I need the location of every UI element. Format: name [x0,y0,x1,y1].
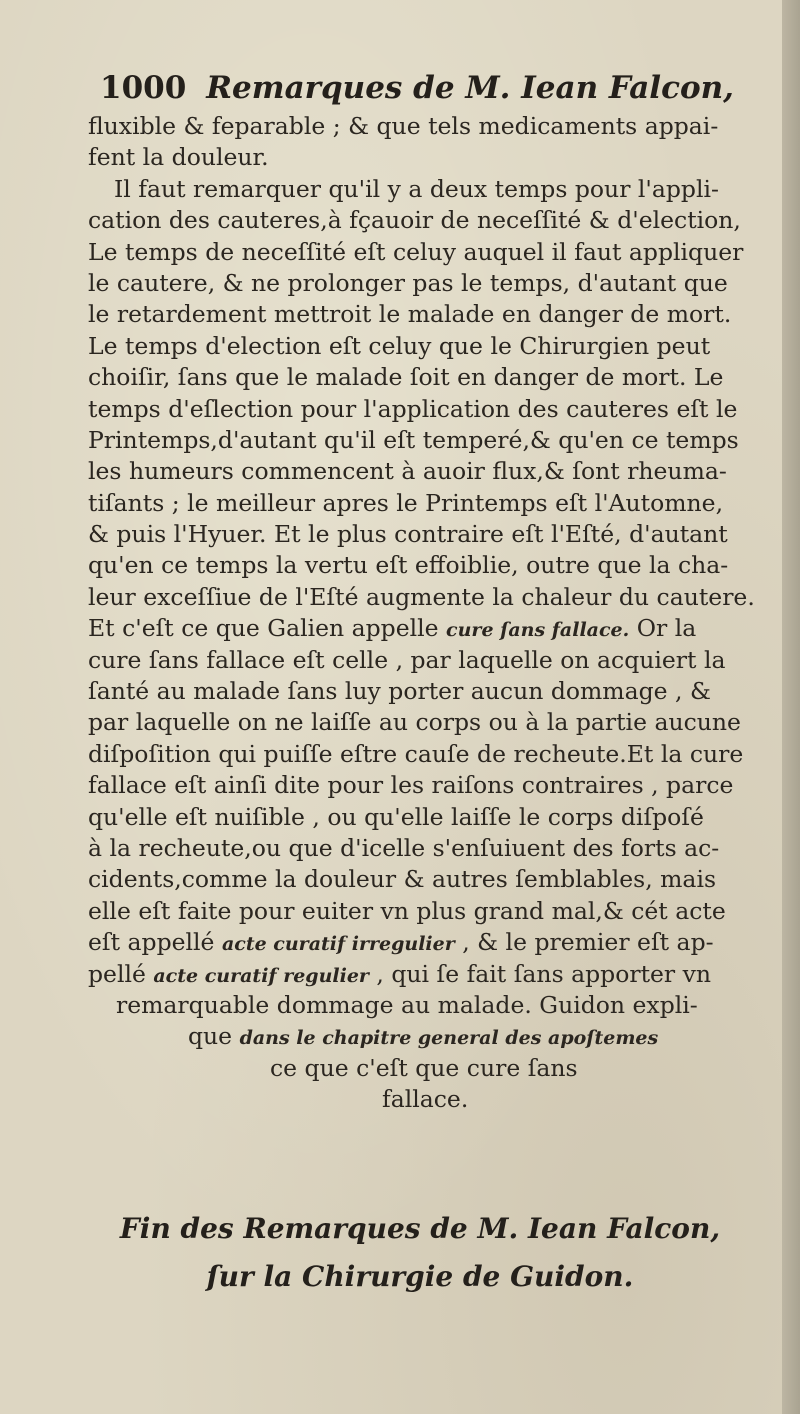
text-span: que [188,1022,240,1051]
text-line: Le temps d'election eſt celuy que le Chirurgien peut [88,331,711,360]
text-line: ce que c'eſt que cure ſans [270,1053,578,1082]
colophon-line: ſur la Chirurgie de Guidon. [206,1260,634,1293]
colophon-line: Fin des Remarques de M. Iean Falcon, [119,1212,721,1245]
text-line: les humeurs commencent à auoir flux,& ſont rheuma- [88,457,727,486]
body-text [88,111,768,1116]
italic-term: cure ſans fallace. [446,619,630,642]
text-line: le retardement mettroit le malade en danger de mort. [88,300,732,329]
text-line: temps d'eſlection pour l'application des cauteres eſt le [88,394,738,423]
text-span: Or la [629,614,697,643]
text-line: & puis l'Hyuer. Et le plus contraire eſt l'Eſté, d'autant [88,520,728,549]
text-line [88,1021,768,1052]
text-line: fallace. [382,1085,469,1114]
book-gutter [782,0,800,1414]
running-header [100,70,734,114]
text-line: par laquelle on ne laiſſe au corps ou à la partie aucune [88,708,741,737]
text-line: tiſants ; le meilleur apres le Printemps eſt l'Automne, [88,488,724,517]
italic-term: acte curatif irregulier [221,933,455,956]
text-line [88,613,768,644]
text-line: ſanté au malade ſans luy porter aucun dommage , & [88,677,711,706]
text-span: eſt appellé [88,928,222,957]
text-line: cure ſans fallace eſt celle , par laquelle on acquiert la [88,645,726,674]
colophon [100,1205,740,1301]
text-line: elle eſt faite pour euiter vn plus grand mal,& cét acte [88,896,726,925]
text-line: le cautere, & ne prolonger pas le temps, d'autant que [88,268,728,297]
text-line [88,927,768,958]
text-line: Le temps de neceſſité eſt celuy auquel il faut appliquer [88,237,744,266]
text-line: diſpoſition qui puiſſe eſtre cauſe de recheute.Et la cure [88,739,744,768]
page-number: 1000 [100,70,187,106]
text-span: Et c'eſt ce que Galien appelle [88,614,447,643]
running-title: Remarques de M. Iean Falcon, [206,70,734,106]
text-line: leur exceſſiue de l'Eſté augmente la chaleur du cautere. [88,582,755,611]
text-line: choiſir, ſans que le malade ſoit en danger de mort. Le [88,363,724,392]
text-line [88,959,768,990]
italic-term: acte curatif regulier [153,964,369,987]
text-line: Printemps,d'autant qu'il eſt temperé,& qu'en ce temps [88,425,739,454]
text-span: pellé [88,959,154,988]
text-line: fallace eſt ainſi dite pour les raiſons contraires , parce [88,771,734,800]
text-line: fent la douleur. [88,143,269,172]
text-line: qu'en ce temps la vertu eſt effoiblie, outre que la cha- [88,551,729,580]
text-line: cidents,comme la douleur & autres ſemblables, mais [88,865,717,894]
text-span: , qui ſe fait ſans apporter vn [368,959,712,988]
text-line: fluxible & feparable ; & que tels medicaments appai- [88,112,719,140]
text-line: remarquable dommage au malade. Guidon expli- [116,990,698,1019]
italic-term: dans le chapitre general des apoſtemes [239,1027,659,1050]
text-span: , & le premier eſt ap- [454,928,714,957]
text-line: à la recheute,ou que d'icelle s'enſuiuent des forts ac- [88,833,720,862]
text-line: Il faut remarquer qu'il y a deux temps pour l'appli- [114,174,719,203]
text-line: qu'elle eſt nuiſible , ou qu'elle laiſſe le corps diſpoſé [88,802,704,831]
text-line: cation des cauteres,à fçauoir de neceſſité & d'election, [88,206,741,235]
